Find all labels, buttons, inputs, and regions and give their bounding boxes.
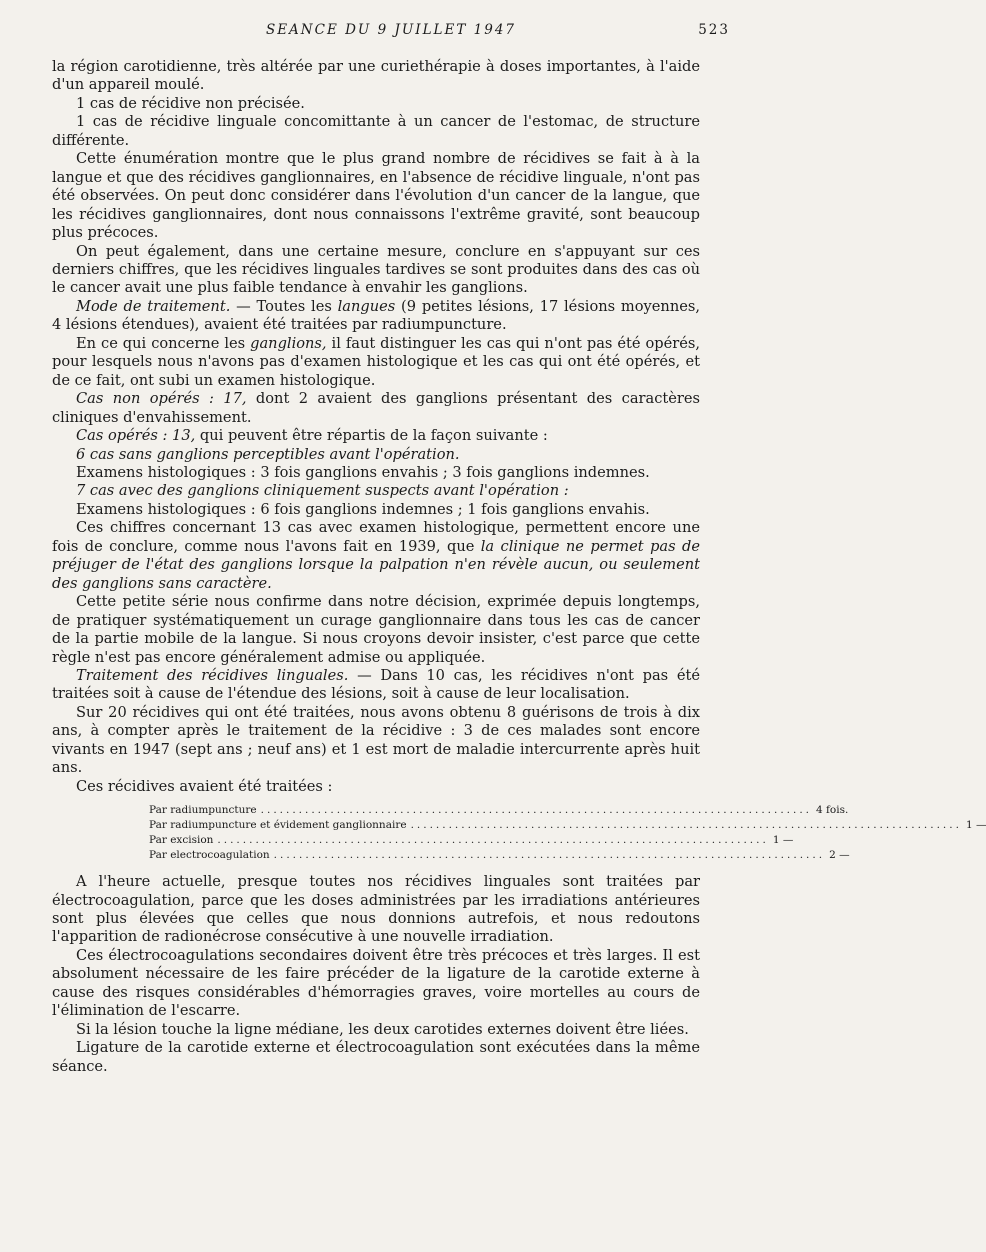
article-body — [52, 58, 986, 1076]
paragraph: Ces chiffres concernant 13 cas avec examen histologique, permettent encore une fois de conclure, comme nous l'avons fait en 1939, que la clinique ne permet pas de préjuger de l'état des ganglions lorsque la palpation n'en révèle aucun, ou seulement des ganglions sans caractère. — [52, 519, 700, 592]
paragraph: Sur 20 récidives qui ont été traitées, nous avons obtenu 8 guérisons de trois à dix ans, à compter après le traitement de la récidive : 3 de ces malades sont encore vivants en 1947 (sept ans ; neuf ans) et 1 est mort de maladie intercurrente après huit ans. — [52, 703, 700, 777]
page-header — [52, 22, 730, 42]
paragraph: A l'heure actuelle, presque toutes nos récidives linguales sont traitées par électrocoagulation, parce que les doses administrées par les irradiations antérieures sont plus élevées que celles que nous donnions autrefois, et nous redoutons l'apparition de radionécrose consécutive à une nouvelle irradiation. — [52, 873, 700, 946]
paragraph: Examens histologiques : 6 fois ganglions indemnes ; 1 fois ganglions envahis. — [76, 500, 650, 518]
paragraph: Cette énumération montre que le plus grand nombre de récidives se fait à à la langue et que des récidives ganglionnaires, en l'absence de récidive linguale, n'ont pas été observées. On peut donc considérer dans l'évolution d'un cancer de la langue, que les récidives ganglionnaires, dont nous connaissons l'extrême gravité, sont beaucoup plus précoces. — [52, 150, 700, 242]
table-row: Par radiumpuncture ....................................................................................... 4 fois. — [149, 804, 849, 817]
treatment-table — [149, 803, 986, 863]
paragraph: Cas opérés : 13, qui peuvent être répartis de la façon suivante : — [76, 427, 548, 445]
table-row: Par excision ....................................................................................... 1 — — [149, 834, 794, 847]
paragraph: Mode de traitement. — Toutes les langues (9 petites lésions, 17 lésions moyennes, 4 lésions étendues), avaient été traitées par radiumpuncture. — [52, 297, 700, 334]
paragraph: Ligature de la carotide externe et électrocoagulation sont exécutées dans la même séance. — [52, 1039, 700, 1075]
paragraph: Examens histologiques : 3 fois ganglions envahis ; 3 fois ganglions indemnes. — [76, 463, 650, 481]
paragraph: En ce qui concerne les ganglions, il faut distinguer les cas qui n'ont pas été opérés, pour lesquels nous n'avons pas d'examen histologique et les cas qui ont été opérés, et de ce fait, ont subi un examen histologique. — [52, 334, 700, 389]
running-title: SEANCE DU 9 JUILLET 1947 — [265, 22, 517, 38]
section-heading: Traitement des récidives linguales. — [76, 666, 349, 684]
paragraph: 7 cas avec des ganglions cliniquement suspects avant l'opération : — [76, 482, 569, 500]
paragraph: 6 cas sans ganglions perceptibles avant l'opération. — [76, 445, 460, 463]
paragraph: Traitement des récidives linguales. — Dans 10 cas, les récidives n'ont pas été traitées soit à cause de l'étendue des lésions, soit à cause de leur localisation. — [52, 666, 700, 703]
paragraph: Ces récidives avaient été traitées : — [76, 777, 333, 795]
paragraph: 1 cas de récidive linguale concomittante à un cancer de l'estomac, de structure différente. — [52, 113, 700, 149]
paragraph: la région carotidienne, très altérée par une curiethérapie à doses importantes, à l'aide d'un appareil moulé. — [52, 58, 700, 94]
paragraph: Ces électrocoagulations secondaires doivent être très précoces et très larges. Il est absolument nécessaire de les faire précéder de la ligature de la carotide externe à cause des risques considérables d'hémorragies graves, voire mortelles au cours de l'élimination de l'escarre. — [52, 946, 700, 1020]
paragraph: Si la lésion touche la ligne médiane, les deux carotides externes doivent être liées. — [76, 1020, 689, 1038]
table-row: Par radiumpuncture et évidement ganglionnaire ....................................................................................... 1 — — [149, 819, 986, 832]
section-heading: Mode de traitement. — [76, 297, 231, 315]
paragraph: 1 cas de récidive non précisée. — [76, 94, 305, 112]
table-row: Par electrocoagulation ....................................................................................... 2 — — [149, 849, 850, 862]
page-number: 523 — [698, 22, 730, 38]
paragraph: On peut également, dans une certaine mesure, conclure en s'appuyant sur ces derniers chiffres, que les récidives linguales tardives se sont produites dans des cas où le cancer avait une plus faible tendance à envahir les ganglions. — [52, 242, 700, 297]
paragraph: Cas non opérés : 17, dont 2 avaient des ganglions présentant des caractères cliniques d'envahissement. — [52, 390, 700, 426]
paragraph: Cette petite série nous confirme dans notre décision, exprimée depuis longtemps, de pratiquer systématiquement un curage ganglionnaire dans tous les cas de cancer de la partie mobile de la langue. Si nous croyons devoir insister, c'est parce que cette règle n'est pas encore généralement admise ou appliquée. — [52, 593, 700, 666]
